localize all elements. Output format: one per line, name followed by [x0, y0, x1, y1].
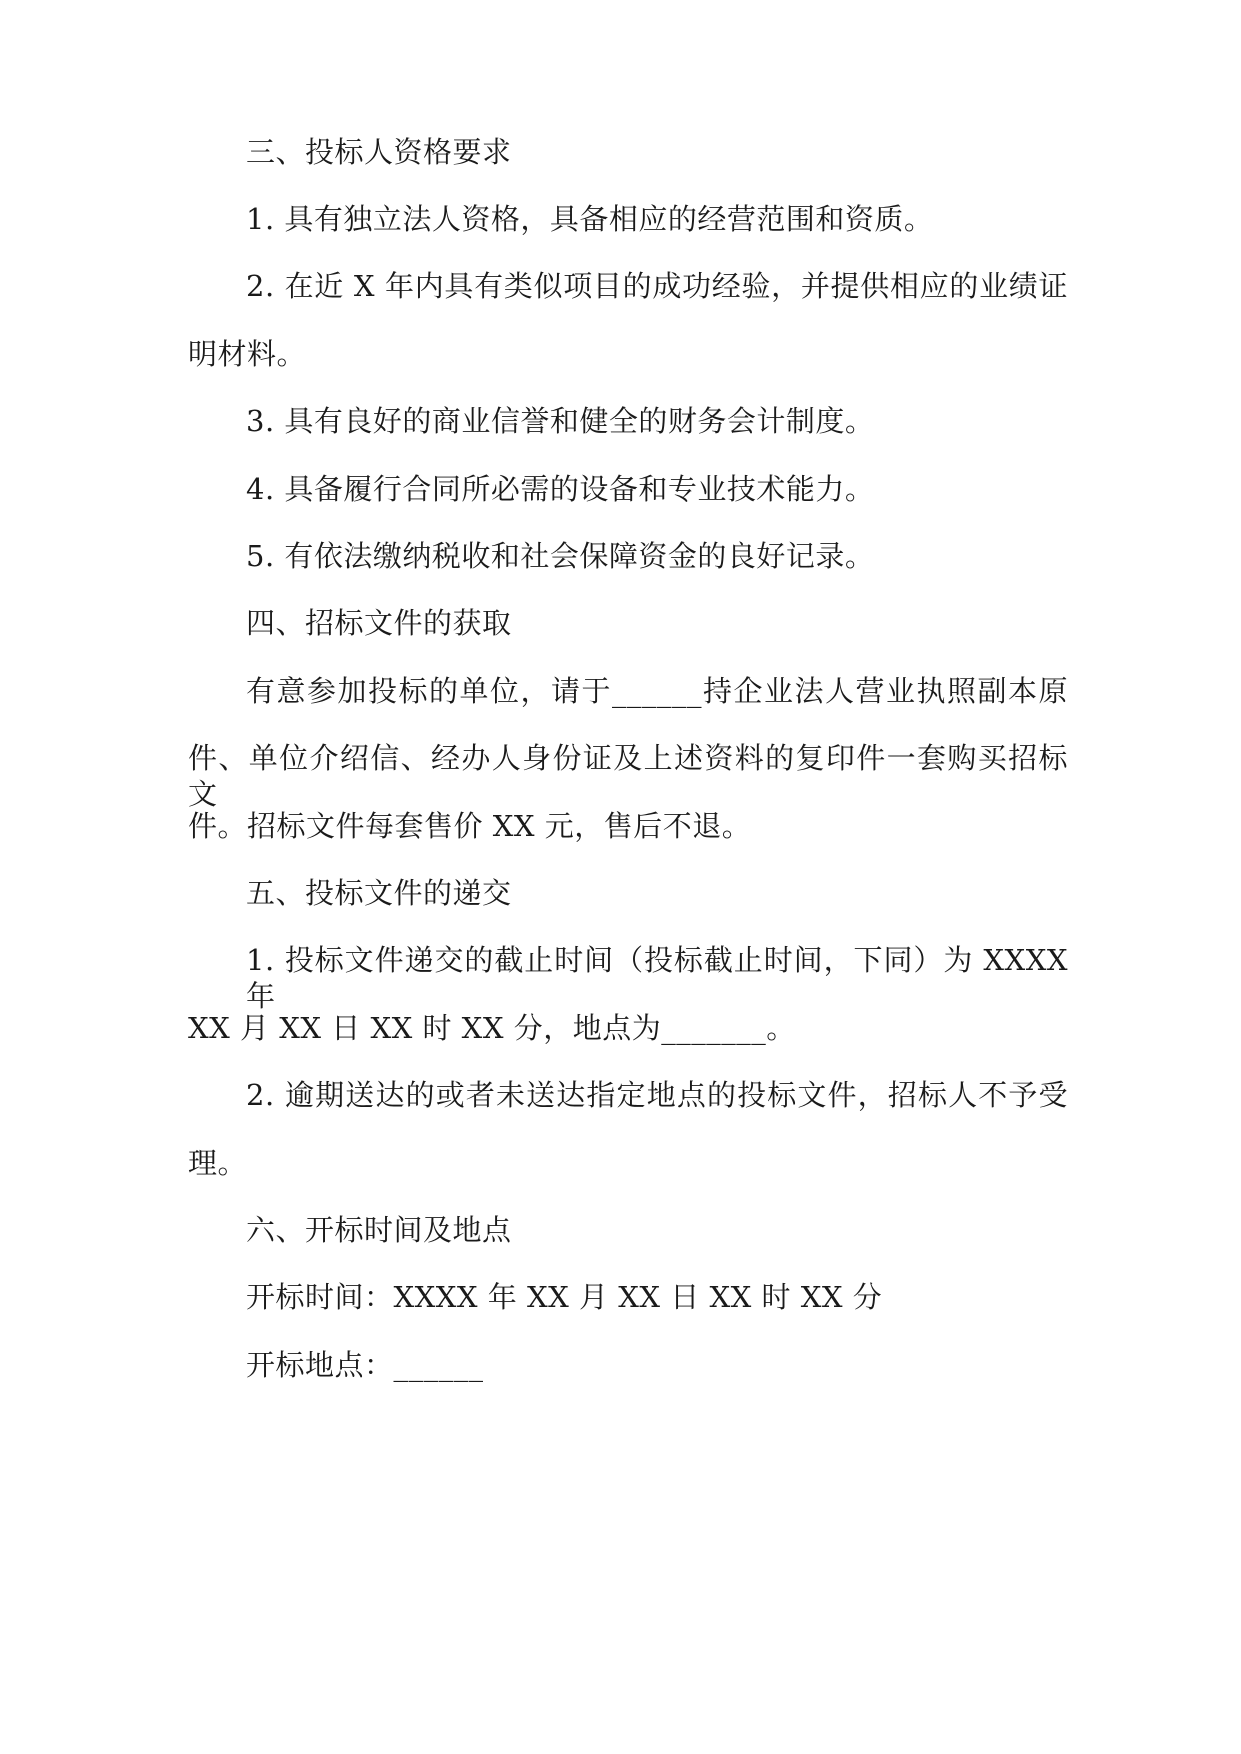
section-heading-submit: 五、投标文件的递交 [246, 876, 512, 910]
requirement-5: 5. 有依法缴纳税收和社会保障资金的良好记录。 [246, 539, 875, 573]
requirement-2-line-2: 明材料。 [188, 337, 307, 371]
opening-place: 开标地点：______ [246, 1348, 484, 1382]
section-heading-opening: 六、开标时间及地点 [246, 1213, 512, 1247]
requirement-3: 3. 具有良好的商业信誉和健全的财务会计制度。 [246, 404, 875, 438]
obtain-paragraph-line-2: 件、单位介绍信、经办人身份证及上述资料的复印件一套购买招标文 [188, 741, 1068, 811]
submit-1-line-2: XX 月 XX 日 XX 时 XX 分，地点为_______。 [188, 1011, 796, 1045]
requirement-2-line-1: 2. 在近 X 年内具有类似项目的成功经验，并提供相应的业绩证 [246, 269, 1068, 303]
opening-time: 开标时间：XXXX 年 XX 月 XX 日 XX 时 XX 分 [246, 1280, 883, 1314]
section-heading-obtain: 四、招标文件的获取 [246, 606, 512, 640]
submit-2-line-1: 2. 逾期送达的或者未送达指定地点的投标文件，招标人不予受 [246, 1078, 1068, 1112]
obtain-paragraph-line-1: 有意参加投标的单位，请于______持企业法人营业执照副本原 [246, 674, 1068, 708]
obtain-paragraph-line-3: 件。招标文件每套售价 XX 元，售后不退。 [188, 809, 752, 843]
submit-1-line-1: 1. 投标文件递交的截止时间（投标截止时间，下同）为 XXXX 年 [246, 943, 1068, 1013]
section-heading-qualifications: 三、投标人资格要求 [246, 135, 512, 169]
requirement-1: 1. 具有独立法人资格，具备相应的经营范围和资质。 [246, 202, 934, 236]
submit-2-line-2: 理。 [188, 1146, 248, 1180]
requirement-4: 4. 具备履行合同所必需的设备和专业技术能力。 [246, 472, 875, 506]
